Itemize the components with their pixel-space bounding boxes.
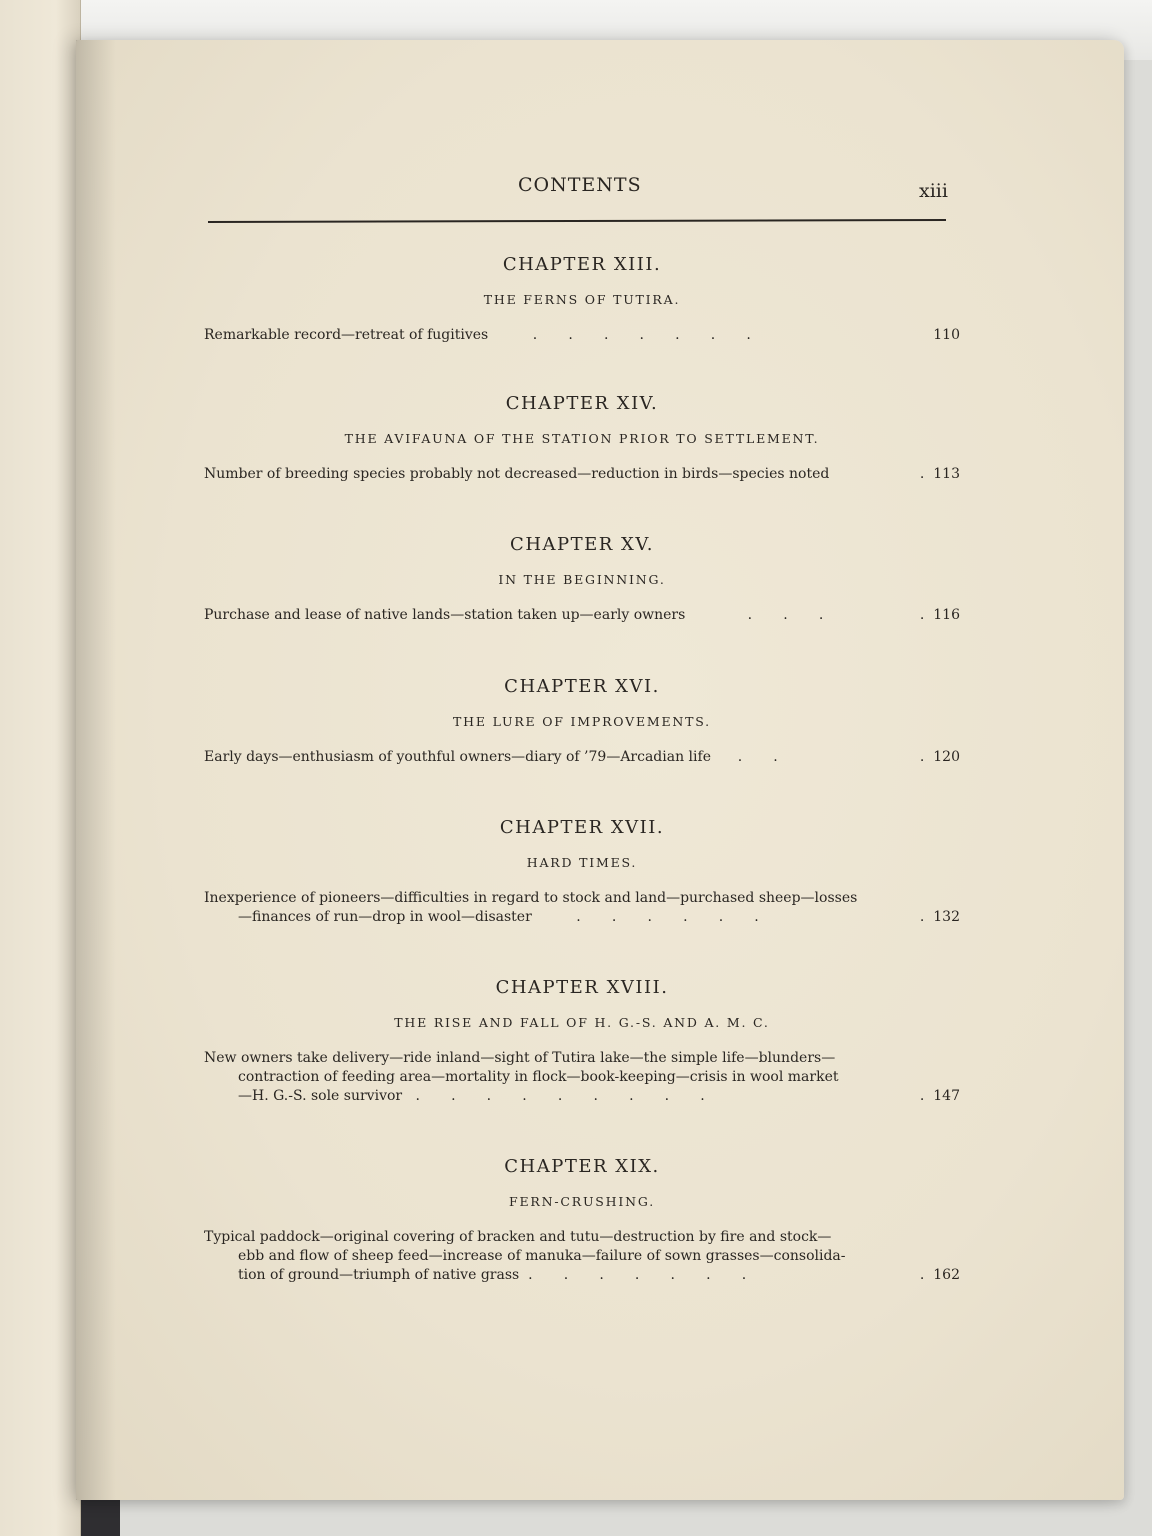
leader-dots: . . . . . . . xyxy=(528,1267,747,1283)
chapter-title: CHAPTER XVII. xyxy=(499,817,665,838)
chapter-subtitle: THE RISE AND FALL OF H. G.-S. AND A. M. C. xyxy=(394,1015,770,1030)
summary-line: Early days—enthusiasm of youthful owners—diary of ’79—Arcadian life . . xyxy=(204,749,778,765)
chapter-subtitle: IN THE BEGINNING. xyxy=(498,572,666,587)
chapter-entry xyxy=(204,254,960,345)
leader-dots: . . . . . . xyxy=(576,909,759,925)
chapter-summary xyxy=(204,889,960,927)
chapter-entry xyxy=(204,676,960,767)
chapter-entry xyxy=(204,1156,960,1285)
facing-page-edge xyxy=(0,0,81,1536)
summary-line: Typical paddock—original covering of bracken and tutu—destruction by fire and stock— xyxy=(204,1229,832,1245)
page-folio: xiii xyxy=(919,180,948,202)
chapter-title: CHAPTER XVIII. xyxy=(495,977,669,998)
chapter-title: CHAPTER XIX. xyxy=(504,1156,660,1177)
chapter-title: CHAPTER XVI. xyxy=(504,676,660,697)
summary-line: ebb and flow of sheep feed—increase of manuka—failure of sown grasses—consolida- xyxy=(238,1248,846,1264)
page-number: 110 xyxy=(933,327,960,343)
chapter-entry xyxy=(204,977,960,1106)
chapter-summary xyxy=(204,326,960,345)
running-head-title: CONTENTS xyxy=(518,174,642,196)
chapter-summary xyxy=(204,606,960,625)
chapter-title: CHAPTER XIII. xyxy=(502,254,662,275)
chapter-subtitle: THE FERNS OF TUTIRA. xyxy=(483,292,681,307)
chapter-summary xyxy=(204,748,960,767)
chapter-entry xyxy=(204,534,960,625)
summary-line: tion of ground—triumph of native grass . . . . . . . xyxy=(238,1267,747,1283)
chapter-subtitle: THE AVIFAUNA OF THE STATION PRIOR TO SETTLEMENT. xyxy=(344,431,820,446)
summary-line: contraction of feeding area—mortality in flock—book-keeping—crisis in wool market xyxy=(238,1069,839,1085)
summary-line: Purchase and lease of native lands—station taken up—early owners . . . xyxy=(204,607,824,623)
summary-line: —H. G.-S. sole survivor . . . . . . . . . xyxy=(238,1088,705,1104)
chapter-summary xyxy=(204,1228,960,1285)
summary-line: Inexperience of pioneers—difficulties in regard to stock and land—purchased sheep—losses xyxy=(204,890,858,906)
leader-dots: . . . . . . . xyxy=(532,327,751,343)
header-rule xyxy=(208,219,946,223)
chapter-summary xyxy=(204,1049,960,1106)
summary-line: New owners take delivery—ride inland—sight of Tutira lake—the simple life—blunders— xyxy=(204,1050,836,1066)
leader-dots: . . . xyxy=(747,607,824,623)
chapter-entry xyxy=(204,393,960,484)
chapter-subtitle: FERN-CRUSHING. xyxy=(509,1194,655,1209)
page-gutter-shadow xyxy=(76,40,116,1500)
summary-line: Remarkable record—retreat of fugitives . . . . . . . xyxy=(204,327,751,343)
chapter-subtitle: THE LURE OF IMPROVEMENTS. xyxy=(453,714,711,729)
page-number: . 132 xyxy=(919,909,960,925)
chapter-summary xyxy=(204,465,960,484)
page-number: . 120 xyxy=(919,749,960,765)
chapter-subtitle: HARD TIMES. xyxy=(526,855,638,870)
summary-line: Number of breeding species probably not decreased—reduction in birds—species noted xyxy=(204,466,830,482)
page-number: . 147 xyxy=(919,1088,960,1104)
page-number: . 116 xyxy=(919,607,960,623)
contents-page xyxy=(76,40,1124,1500)
chapter-title: CHAPTER XV. xyxy=(510,534,654,555)
page-number: . 162 xyxy=(919,1267,960,1283)
page-number: . 113 xyxy=(919,466,960,482)
chapter-entry xyxy=(204,817,960,927)
chapter-title: CHAPTER XIV. xyxy=(505,393,659,414)
summary-line: —finances of run—drop in wool—disaster . . . . . . xyxy=(238,909,759,925)
leader-dots: . . . . . . . . . xyxy=(415,1088,705,1104)
leader-dots: . . xyxy=(737,749,778,765)
